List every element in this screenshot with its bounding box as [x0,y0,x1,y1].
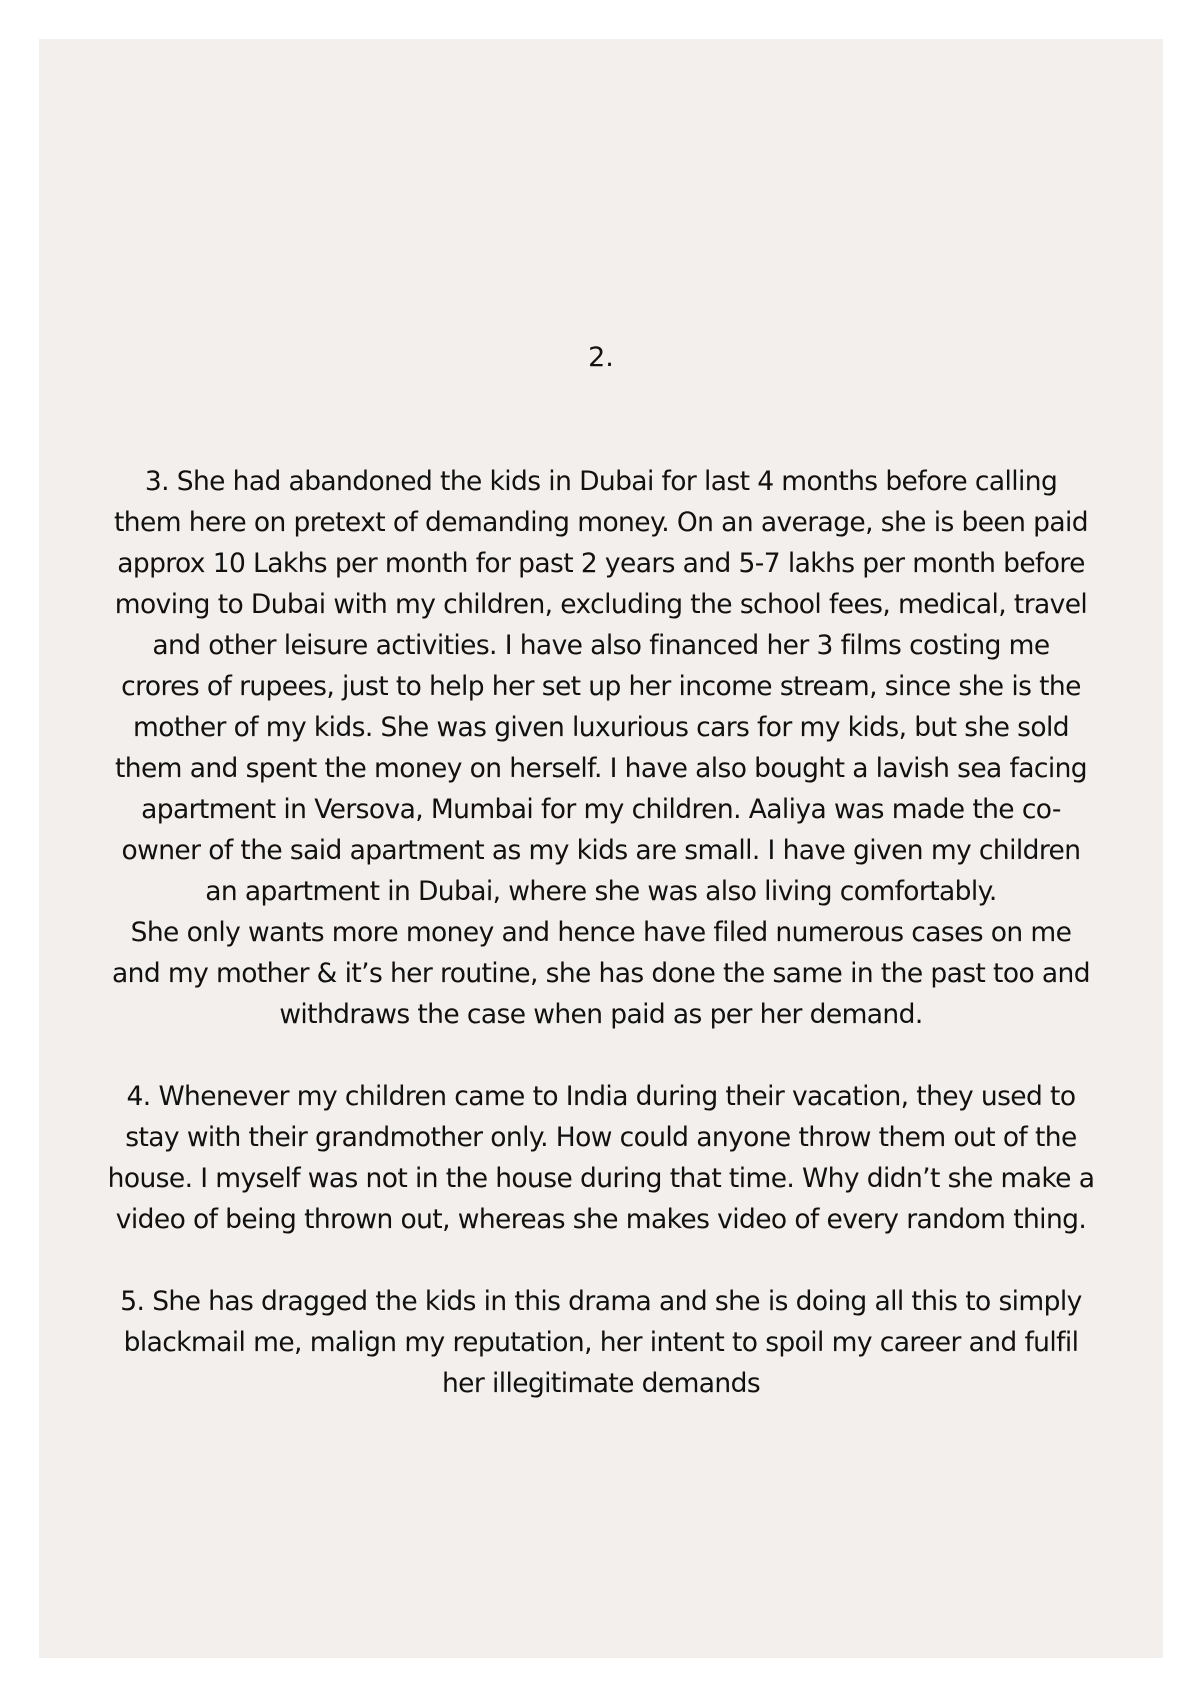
paragraph-line: approx 10 Lakhs per month for past 2 years and 5-7 lakhs per month before [117,548,1085,579]
document-body [41,461,1161,1404]
paragraph-line: owner of the said apartment as my kids are small. I have given my children [121,835,1081,866]
paragraph-line: stay with their grandmother only. How could anyone throw them out of the [125,1122,1077,1153]
paragraph-4 [41,1076,1161,1240]
document-page [39,39,1163,1658]
paragraph-line: an apartment in Dubai, where she was also living comfortably. [205,876,997,907]
page-number: 2. [588,342,614,373]
paragraph-line: her illegitimate demands [441,1368,761,1399]
paragraph-line: withdraws the case when paid as per her demand. [279,999,923,1030]
paragraph-line: crores of rupees, just to help her set up her income stream, since she is the [121,671,1081,702]
paragraph-line: mother of my kids. She was given luxurious cars for my kids, but she sold [133,712,1069,743]
paragraph-line: 5. She has dragged the kids in this drama and she is doing all this to simply [120,1286,1082,1317]
paragraph-line: 4. Whenever my children came to India during their vacation, they used to [126,1081,1076,1112]
paragraph-spacer [41,1035,1161,1076]
paragraph-line: apartment in Versova, Mumbai for my children. Aaliya was made the co- [141,794,1061,825]
paragraph-line: and other leisure activities. I have also financed her 3 films costing me [152,630,1050,661]
paragraph-5 [41,1281,1161,1404]
paragraph-spacer [41,1240,1161,1281]
paragraph-3 [41,461,1161,1035]
paragraph-line: them here on pretext of demanding money. On an average, she is been paid [114,507,1088,538]
paragraph-line: and my mother & it’s her routine, she has done the same in the past too and [112,958,1090,989]
paragraph-line: 3. She had abandoned the kids in Dubai for last 4 months before calling [144,466,1058,497]
paragraph-line: moving to Dubai with my children, excluding the school fees, medical, travel [114,589,1088,620]
paragraph-line: them and spent the money on herself. I have also bought a lavish sea facing [114,753,1088,784]
paragraph-line: video of being thrown out, whereas she makes video of every random thing. [115,1204,1087,1235]
paragraph-line: blackmail me, malign my reputation, her intent to spoil my career and fulfil [123,1327,1079,1358]
paragraph-line: She only wants more money and hence have filed numerous cases on me [130,917,1072,948]
paragraph-line: house. I myself was not in the house during that time. Why didn’t she make a [107,1163,1095,1194]
